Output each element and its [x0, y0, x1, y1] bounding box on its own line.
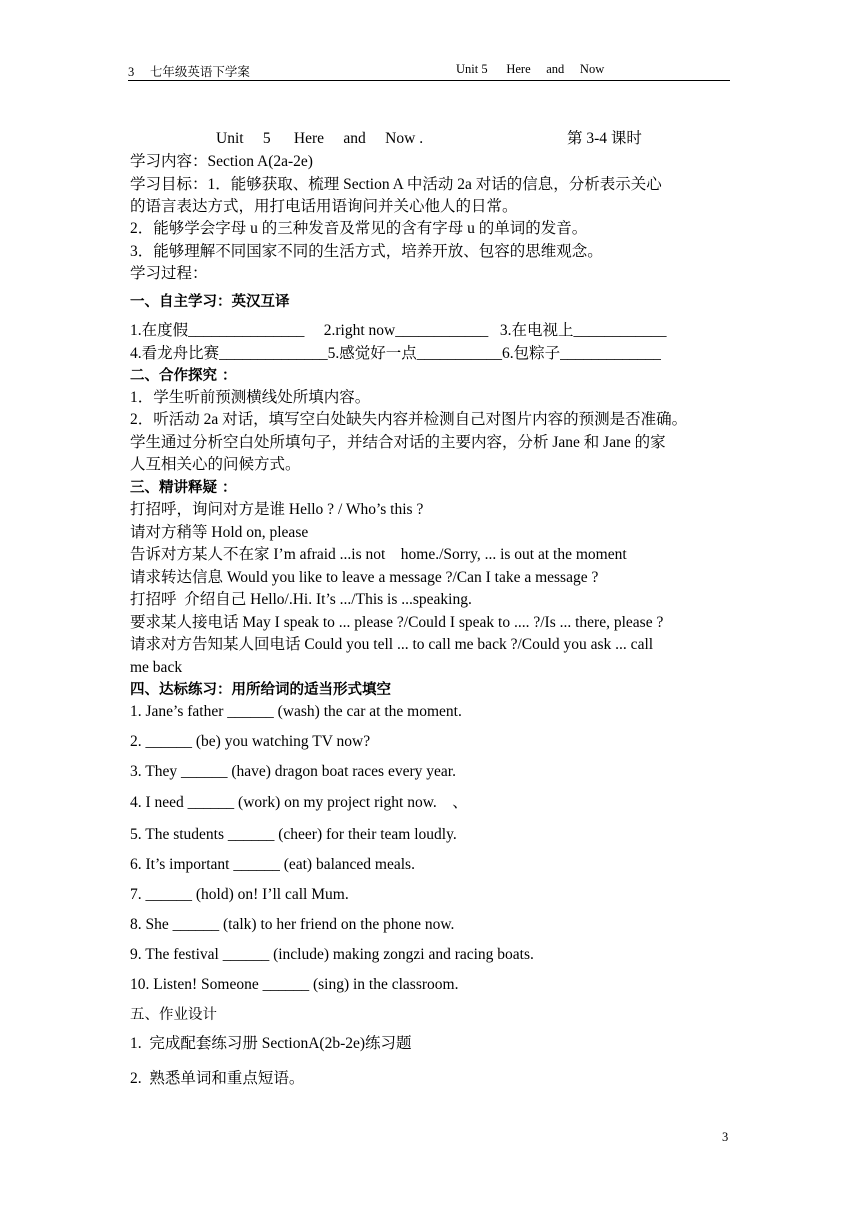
phrase-line: 告诉对方某人不在家 I’m afraid ...is not home./Sorry, ... is out at the moment	[130, 546, 627, 563]
explore-item-2a: 2．听活动 2a 对话，填写空白处缺失内容并检测自己对图片内容的预测是否准确。	[130, 411, 688, 428]
header-left: 3 七年级英语下学案	[128, 65, 250, 79]
explore-item-2c: 人互相关心的问候方式。	[130, 456, 301, 473]
period-label: 第 3-4 课时	[567, 130, 642, 147]
goal-1b: 的语言表达方式，用打电话用语询问并关心他人的日常。	[130, 198, 518, 215]
learning-content: 学习内容：Section A(2a-2e)	[130, 153, 313, 170]
exercise-item: 3. They ______ (have) dragon boat races every year.	[130, 763, 456, 780]
explore-item-1: 1．学生听前预测横线处所填内容。	[130, 389, 371, 406]
homework-item-2: 2. 熟悉单词和重点短语。	[130, 1070, 305, 1087]
section-3-heading: 三、精讲释疑 ：	[130, 480, 237, 496]
section-4-heading: 四、达标练习：用所给词的适当形式填空	[130, 682, 391, 698]
phrase-line: 请求对方告知某人回电话 Could you tell ... to call me back ?/Could you ask ... call	[130, 636, 654, 653]
unit-title: Unit 5 Here and Now .	[216, 130, 424, 147]
section-1-heading: 一、自主学习：英汉互译	[130, 294, 290, 310]
explore-item-2b: 学生通过分析空白处所填句子，并结合对话的主要内容，分析 Jane 和 Jane 的家	[130, 434, 666, 451]
exercise-item: 5. The students ______ (cheer) for their team loudly.	[130, 826, 457, 843]
phrase-line: 打招呼，询问对方是谁 Hello ? / Who’s this ?	[130, 501, 424, 518]
exercise-item: 9. The festival ______ (include) making zongzi and racing boats.	[130, 946, 534, 963]
exercise-item: 4. I need ______ (work) on my project right now. 、	[130, 794, 468, 811]
goal-1a: 学习目标：1．能够获取、梳理 Section A 中活动 2a 对话的信息，分析表示关心	[130, 176, 662, 193]
exercise-item: 2. ______ (be) you watching TV now?	[130, 733, 371, 750]
exercise-item: 8. She ______ (talk) to her friend on the phone now.	[130, 916, 455, 933]
goal-3: 3．能够理解不同国家不同的生活方式，培养开放、包容的思维观念。	[130, 243, 603, 260]
phrase-line: 要求某人接电话 May I speak to ... please ?/Could I speak to .... ?/Is ... there, please ?	[130, 614, 664, 631]
exercise-item: 10. Listen! Someone ______ (sing) in the classroom.	[130, 976, 459, 993]
phrase-line: 请求转达信息 Would you like to leave a message ?/Can I take a message ?	[130, 569, 599, 586]
header-right: Unit 5 Here and Now	[456, 62, 605, 76]
process-label: 学习过程：	[130, 265, 208, 282]
page-header	[128, 62, 730, 81]
section-2-heading: 二、合作探究 ：	[130, 368, 237, 384]
translate-row-1: 1.在度假_______________ 2.right now____________ 3.在电视上____________	[130, 322, 667, 339]
homework-item-1: 1. 完成配套练习册 SectionA(2b-2e)练习题	[130, 1035, 412, 1052]
exercise-item: 6. It’s important ______ (eat) balanced meals.	[130, 856, 415, 873]
phrase-line: 打招呼 介绍自己 Hello/.Hi. It’s .../This is ...speaking.	[130, 591, 472, 608]
exercise-item: 7. ______ (hold) on! I’ll call Mum.	[130, 886, 349, 903]
phrase-line: 请对方稍等 Hold on, please	[130, 524, 309, 541]
exercise-item: 1. Jane’s father ______ (wash) the car at the moment.	[130, 703, 462, 720]
section-5-heading: 五、作业设计	[130, 1007, 217, 1023]
translate-row-2: 4.看龙舟比赛______________5.感觉好一点___________6.包粽子_____________	[130, 345, 661, 362]
page-number: 3	[722, 1130, 729, 1144]
phrase-line: me back	[130, 659, 183, 676]
goal-2: 2．能够学会字母 u 的三种发音及常见的含有字母 u 的单词的发音。	[130, 220, 588, 237]
